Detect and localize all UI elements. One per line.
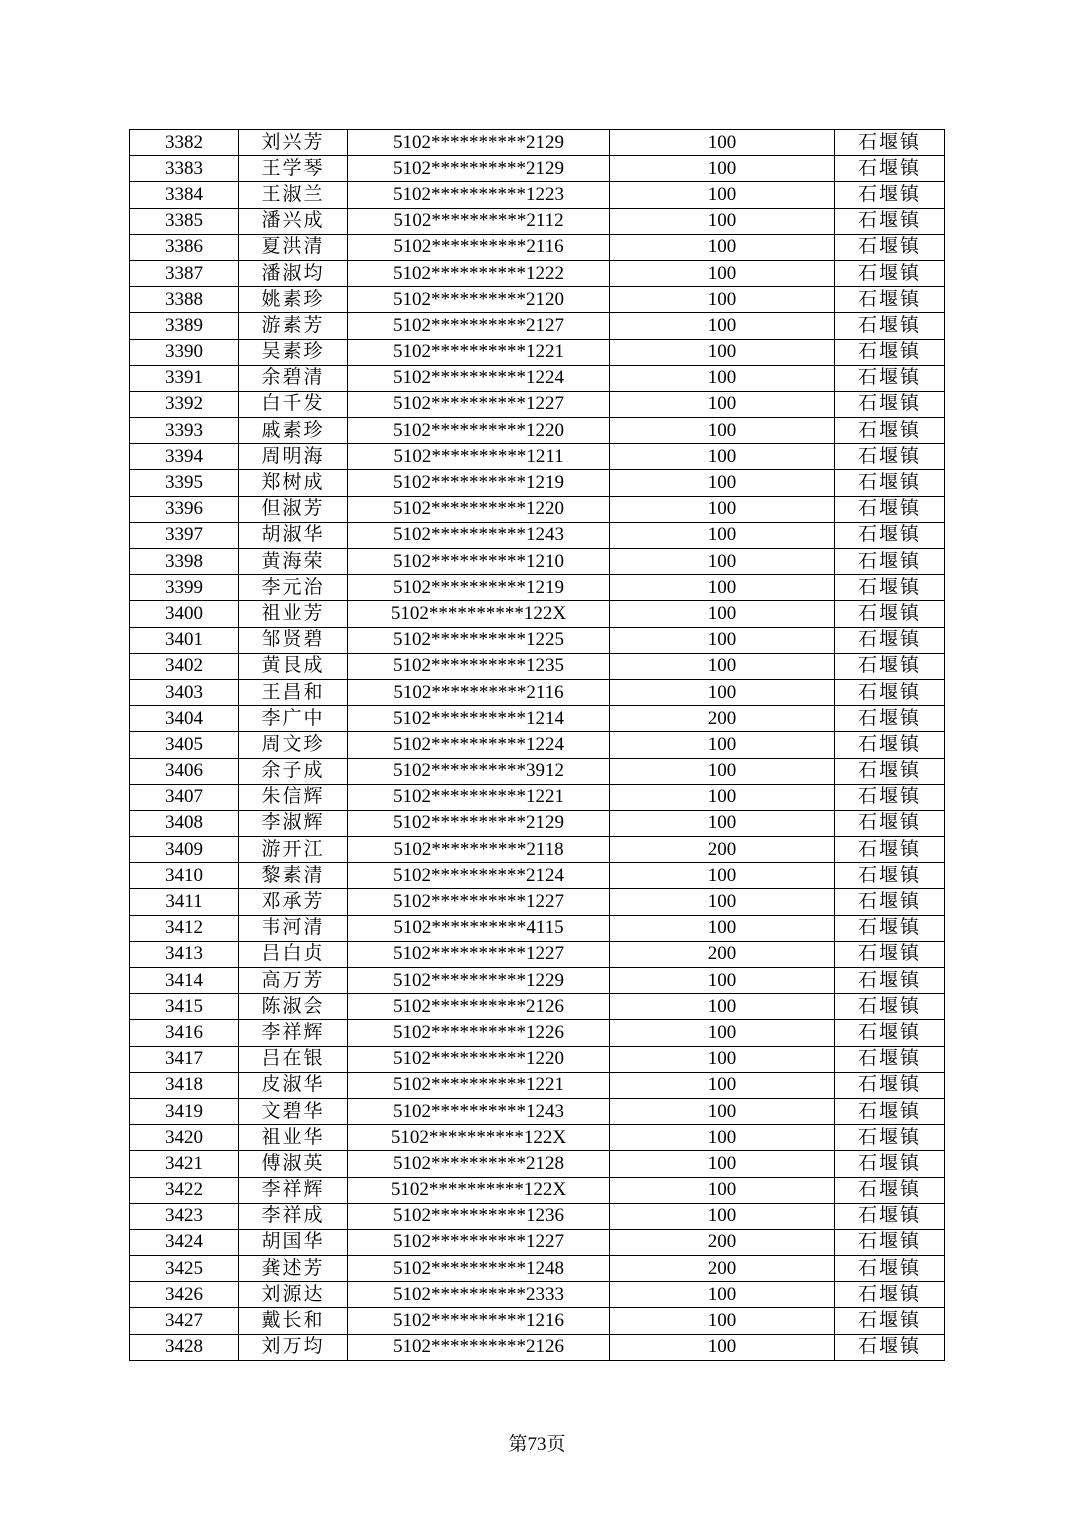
town-cell: 石堰镇 — [835, 470, 945, 496]
town-cell: 石堰镇 — [835, 313, 945, 339]
id-number-cell: 5102**********1243 — [348, 522, 610, 548]
id-number-cell: 5102**********1224 — [348, 365, 610, 391]
town-cell: 石堰镇 — [835, 653, 945, 679]
amount-cell: 200 — [610, 706, 835, 732]
serial-number-cell: 3428 — [130, 1334, 239, 1360]
id-number-cell: 5102**********2129 — [348, 156, 610, 182]
amount-cell: 100 — [610, 653, 835, 679]
id-number-cell: 5102**********1220 — [348, 496, 610, 522]
name-cell: 李祥辉 — [239, 1177, 348, 1203]
serial-number-cell: 3404 — [130, 706, 239, 732]
serial-number-cell: 3426 — [130, 1282, 239, 1308]
serial-number-cell: 3394 — [130, 444, 239, 470]
table-row — [130, 1203, 945, 1229]
town-cell: 石堰镇 — [835, 915, 945, 941]
id-number-cell: 5102**********4115 — [348, 915, 610, 941]
table-row — [130, 287, 945, 313]
name-cell: 李元治 — [239, 575, 348, 601]
table-row — [130, 941, 945, 967]
table-row — [130, 313, 945, 339]
name-cell: 陈淑会 — [239, 994, 348, 1020]
table-row — [130, 522, 945, 548]
serial-number-cell: 3407 — [130, 784, 239, 810]
id-number-cell: 5102**********1222 — [348, 260, 610, 286]
name-cell: 王学琴 — [239, 156, 348, 182]
table-row — [130, 994, 945, 1020]
table-row — [130, 182, 945, 208]
town-cell: 石堰镇 — [835, 863, 945, 889]
name-cell: 戴长和 — [239, 1308, 348, 1334]
table-row — [130, 1334, 945, 1360]
amount-cell: 100 — [610, 601, 835, 627]
name-cell: 游素芳 — [239, 313, 348, 339]
name-cell: 夏洪清 — [239, 234, 348, 260]
name-cell: 黄艮成 — [239, 653, 348, 679]
amount-cell: 100 — [610, 339, 835, 365]
name-cell: 刘万均 — [239, 1334, 348, 1360]
id-number-cell: 5102**********1224 — [348, 732, 610, 758]
id-number-cell: 5102**********1221 — [348, 1072, 610, 1098]
town-cell: 石堰镇 — [835, 391, 945, 417]
serial-number-cell: 3383 — [130, 156, 239, 182]
name-cell: 祖业华 — [239, 1125, 348, 1151]
town-cell: 石堰镇 — [835, 260, 945, 286]
serial-number-cell: 3424 — [130, 1229, 239, 1255]
name-cell: 戚素珍 — [239, 418, 348, 444]
id-number-cell: 5102**********1220 — [348, 418, 610, 444]
town-cell: 石堰镇 — [835, 1046, 945, 1072]
table-row — [130, 1308, 945, 1334]
id-number-cell: 5102**********1226 — [348, 1020, 610, 1046]
table-row — [130, 575, 945, 601]
serial-number-cell: 3389 — [130, 313, 239, 339]
amount-cell: 100 — [610, 130, 835, 156]
table-row — [130, 339, 945, 365]
serial-number-cell: 3397 — [130, 522, 239, 548]
table-row — [130, 784, 945, 810]
town-cell: 石堰镇 — [835, 287, 945, 313]
table-row — [130, 653, 945, 679]
serial-number-cell: 3418 — [130, 1072, 239, 1098]
name-cell: 胡国华 — [239, 1229, 348, 1255]
name-cell: 白千发 — [239, 391, 348, 417]
town-cell: 石堰镇 — [835, 365, 945, 391]
amount-cell: 100 — [610, 156, 835, 182]
id-number-cell: 5102**********1225 — [348, 627, 610, 653]
table-row — [130, 1098, 945, 1124]
id-number-cell: 5102**********2112 — [348, 208, 610, 234]
town-cell: 石堰镇 — [835, 1334, 945, 1360]
amount-cell: 200 — [610, 941, 835, 967]
name-cell: 韦河清 — [239, 915, 348, 941]
amount-cell: 100 — [610, 391, 835, 417]
serial-number-cell: 3419 — [130, 1098, 239, 1124]
town-cell: 石堰镇 — [835, 1151, 945, 1177]
id-number-cell: 5102**********2124 — [348, 863, 610, 889]
serial-number-cell: 3398 — [130, 549, 239, 575]
town-cell: 石堰镇 — [835, 1098, 945, 1124]
town-cell: 石堰镇 — [835, 339, 945, 365]
name-cell: 吕白贞 — [239, 941, 348, 967]
name-cell: 周明海 — [239, 444, 348, 470]
id-number-cell: 5102**********1235 — [348, 653, 610, 679]
serial-number-cell: 3396 — [130, 496, 239, 522]
amount-cell: 100 — [610, 889, 835, 915]
town-cell: 石堰镇 — [835, 627, 945, 653]
id-number-cell: 5102**********2126 — [348, 1334, 610, 1360]
town-cell: 石堰镇 — [835, 1020, 945, 1046]
name-cell: 黎素清 — [239, 863, 348, 889]
table-row — [130, 915, 945, 941]
name-cell: 胡淑华 — [239, 522, 348, 548]
serial-number-cell: 3387 — [130, 260, 239, 286]
amount-cell: 200 — [610, 837, 835, 863]
id-number-cell: 5102**********2128 — [348, 1151, 610, 1177]
town-cell: 石堰镇 — [835, 732, 945, 758]
name-cell: 皮淑华 — [239, 1072, 348, 1098]
town-cell: 石堰镇 — [835, 1125, 945, 1151]
serial-number-cell: 3395 — [130, 470, 239, 496]
name-cell: 郑树成 — [239, 470, 348, 496]
name-cell: 黄海荣 — [239, 549, 348, 575]
amount-cell: 100 — [610, 287, 835, 313]
id-number-cell: 5102**********3912 — [348, 758, 610, 784]
amount-cell: 100 — [610, 1203, 835, 1229]
serial-number-cell: 3405 — [130, 732, 239, 758]
town-cell: 石堰镇 — [835, 182, 945, 208]
name-cell: 李祥辉 — [239, 1020, 348, 1046]
town-cell: 石堰镇 — [835, 706, 945, 732]
amount-cell: 100 — [610, 496, 835, 522]
name-cell: 余碧清 — [239, 365, 348, 391]
id-number-cell: 5102**********2126 — [348, 994, 610, 1020]
id-number-cell: 5102**********1216 — [348, 1308, 610, 1334]
town-cell: 石堰镇 — [835, 418, 945, 444]
serial-number-cell: 3402 — [130, 653, 239, 679]
serial-number-cell: 3412 — [130, 915, 239, 941]
amount-cell: 200 — [610, 1256, 835, 1282]
name-cell: 邹贤碧 — [239, 627, 348, 653]
town-cell: 石堰镇 — [835, 1282, 945, 1308]
town-cell: 石堰镇 — [835, 1203, 945, 1229]
id-number-cell: 5102**********2333 — [348, 1282, 610, 1308]
table-row — [130, 208, 945, 234]
amount-cell: 100 — [610, 1020, 835, 1046]
town-cell: 石堰镇 — [835, 208, 945, 234]
amount-cell: 100 — [610, 365, 835, 391]
id-number-cell: 5102**********2129 — [348, 810, 610, 836]
name-cell: 吴素珍 — [239, 339, 348, 365]
town-cell: 石堰镇 — [835, 810, 945, 836]
id-number-cell: 5102**********1227 — [348, 391, 610, 417]
amount-cell: 100 — [610, 313, 835, 339]
serial-number-cell: 3384 — [130, 182, 239, 208]
table-row — [130, 391, 945, 417]
amount-cell: 100 — [610, 915, 835, 941]
table-row — [130, 889, 945, 915]
id-number-cell: 5102**********2129 — [348, 130, 610, 156]
town-cell: 石堰镇 — [835, 601, 945, 627]
amount-cell: 100 — [610, 1046, 835, 1072]
name-cell: 潘兴成 — [239, 208, 348, 234]
table-row — [130, 968, 945, 994]
name-cell: 刘兴芳 — [239, 130, 348, 156]
amount-cell: 100 — [610, 1282, 835, 1308]
amount-cell: 100 — [610, 1308, 835, 1334]
serial-number-cell: 3401 — [130, 627, 239, 653]
serial-number-cell: 3392 — [130, 391, 239, 417]
serial-number-cell: 3410 — [130, 863, 239, 889]
amount-cell: 100 — [610, 679, 835, 705]
id-number-cell: 5102**********1210 — [348, 549, 610, 575]
serial-number-cell: 3422 — [130, 1177, 239, 1203]
name-cell: 高万芳 — [239, 968, 348, 994]
serial-number-cell: 3406 — [130, 758, 239, 784]
table-row — [130, 601, 945, 627]
town-cell: 石堰镇 — [835, 130, 945, 156]
amount-cell: 100 — [610, 1125, 835, 1151]
name-cell: 潘淑均 — [239, 260, 348, 286]
amount-cell: 100 — [610, 732, 835, 758]
id-number-cell: 5102**********2118 — [348, 837, 610, 863]
table-row — [130, 810, 945, 836]
table-row — [130, 1229, 945, 1255]
table-row — [130, 1125, 945, 1151]
town-cell: 石堰镇 — [835, 837, 945, 863]
table-row — [130, 1072, 945, 1098]
id-number-cell: 5102**********1229 — [348, 968, 610, 994]
amount-cell: 100 — [610, 549, 835, 575]
name-cell: 李祥成 — [239, 1203, 348, 1229]
amount-cell: 100 — [610, 182, 835, 208]
amount-cell: 100 — [610, 444, 835, 470]
name-cell: 祖业芳 — [239, 601, 348, 627]
amount-cell: 100 — [610, 260, 835, 286]
table-row — [130, 1282, 945, 1308]
serial-number-cell: 3386 — [130, 234, 239, 260]
id-number-cell: 5102**********2127 — [348, 313, 610, 339]
id-number-cell: 5102**********122X — [348, 601, 610, 627]
table-row — [130, 863, 945, 889]
table-row — [130, 679, 945, 705]
id-number-cell: 5102**********1243 — [348, 1098, 610, 1124]
amount-cell: 200 — [610, 1229, 835, 1255]
serial-number-cell: 3382 — [130, 130, 239, 156]
serial-number-cell: 3414 — [130, 968, 239, 994]
serial-number-cell: 3421 — [130, 1151, 239, 1177]
serial-number-cell: 3425 — [130, 1256, 239, 1282]
serial-number-cell: 3399 — [130, 575, 239, 601]
name-cell: 李广中 — [239, 706, 348, 732]
serial-number-cell: 3388 — [130, 287, 239, 313]
table-row — [130, 496, 945, 522]
amount-cell: 100 — [610, 1334, 835, 1360]
town-cell: 石堰镇 — [835, 156, 945, 182]
table-row — [130, 130, 945, 156]
table-row — [130, 1020, 945, 1046]
amount-cell: 100 — [610, 863, 835, 889]
amount-cell: 100 — [610, 418, 835, 444]
serial-number-cell: 3393 — [130, 418, 239, 444]
serial-number-cell: 3423 — [130, 1203, 239, 1229]
table-row — [130, 260, 945, 286]
table-row — [130, 365, 945, 391]
town-cell: 石堰镇 — [835, 234, 945, 260]
serial-number-cell: 3427 — [130, 1308, 239, 1334]
serial-number-cell: 3391 — [130, 365, 239, 391]
serial-number-cell: 3413 — [130, 941, 239, 967]
amount-cell: 100 — [610, 522, 835, 548]
name-cell: 但淑芳 — [239, 496, 348, 522]
serial-number-cell: 3411 — [130, 889, 239, 915]
table-row — [130, 758, 945, 784]
town-cell: 石堰镇 — [835, 994, 945, 1020]
id-number-cell: 5102**********1248 — [348, 1256, 610, 1282]
town-cell: 石堰镇 — [835, 889, 945, 915]
serial-number-cell: 3408 — [130, 810, 239, 836]
name-cell: 游开江 — [239, 837, 348, 863]
serial-number-cell: 3400 — [130, 601, 239, 627]
id-number-cell: 5102**********1227 — [348, 1229, 610, 1255]
table-row — [130, 706, 945, 732]
id-number-cell: 5102**********1221 — [348, 784, 610, 810]
town-cell: 石堰镇 — [835, 549, 945, 575]
amount-cell: 100 — [610, 784, 835, 810]
amount-cell: 100 — [610, 810, 835, 836]
town-cell: 石堰镇 — [835, 1308, 945, 1334]
id-number-cell: 5102**********1211 — [348, 444, 610, 470]
serial-number-cell: 3390 — [130, 339, 239, 365]
table-row — [130, 418, 945, 444]
amount-cell: 100 — [610, 470, 835, 496]
id-number-cell: 5102**********2116 — [348, 234, 610, 260]
name-cell: 刘源达 — [239, 1282, 348, 1308]
serial-number-cell: 3409 — [130, 837, 239, 863]
table-row — [130, 470, 945, 496]
amount-cell: 100 — [610, 234, 835, 260]
table-row — [130, 1151, 945, 1177]
name-cell: 余子成 — [239, 758, 348, 784]
name-cell: 周文珍 — [239, 732, 348, 758]
id-number-cell: 5102**********2116 — [348, 679, 610, 705]
id-number-cell: 5102**********1214 — [348, 706, 610, 732]
serial-number-cell: 3403 — [130, 679, 239, 705]
amount-cell: 100 — [610, 1177, 835, 1203]
town-cell: 石堰镇 — [835, 679, 945, 705]
id-number-cell: 5102**********1227 — [348, 941, 610, 967]
town-cell: 石堰镇 — [835, 1256, 945, 1282]
table-row — [130, 732, 945, 758]
table-row — [130, 1256, 945, 1282]
id-number-cell: 5102**********1236 — [348, 1203, 610, 1229]
amount-cell: 100 — [610, 208, 835, 234]
serial-number-cell: 3416 — [130, 1020, 239, 1046]
town-cell: 石堰镇 — [835, 1072, 945, 1098]
amount-cell: 100 — [610, 1098, 835, 1124]
name-cell: 姚素珍 — [239, 287, 348, 313]
table-row — [130, 444, 945, 470]
table-row — [130, 234, 945, 260]
amount-cell: 100 — [610, 627, 835, 653]
town-cell: 石堰镇 — [835, 968, 945, 994]
id-number-cell: 5102**********1219 — [348, 575, 610, 601]
id-number-cell: 5102**********1223 — [348, 182, 610, 208]
id-number-cell: 5102**********1221 — [348, 339, 610, 365]
name-cell: 文碧华 — [239, 1098, 348, 1124]
table-row — [130, 627, 945, 653]
table-row — [130, 549, 945, 575]
table-row — [130, 837, 945, 863]
id-number-cell: 5102**********122X — [348, 1125, 610, 1151]
id-number-cell: 5102**********122X — [348, 1177, 610, 1203]
name-cell: 傅淑英 — [239, 1151, 348, 1177]
serial-number-cell: 3420 — [130, 1125, 239, 1151]
recipient-table-body — [130, 130, 945, 1361]
name-cell: 王淑兰 — [239, 182, 348, 208]
town-cell: 石堰镇 — [835, 522, 945, 548]
id-number-cell: 5102**********1220 — [348, 1046, 610, 1072]
id-number-cell: 5102**********1227 — [348, 889, 610, 915]
table-row — [130, 156, 945, 182]
name-cell: 邓承芳 — [239, 889, 348, 915]
id-number-cell: 5102**********1219 — [348, 470, 610, 496]
town-cell: 石堰镇 — [835, 1177, 945, 1203]
id-number-cell: 5102**********2120 — [348, 287, 610, 313]
name-cell: 王昌和 — [239, 679, 348, 705]
serial-number-cell: 3385 — [130, 208, 239, 234]
name-cell: 龚述芳 — [239, 1256, 348, 1282]
amount-cell: 100 — [610, 758, 835, 784]
town-cell: 石堰镇 — [835, 444, 945, 470]
town-cell: 石堰镇 — [835, 1229, 945, 1255]
amount-cell: 100 — [610, 994, 835, 1020]
amount-cell: 100 — [610, 968, 835, 994]
amount-cell: 100 — [610, 1151, 835, 1177]
table-row — [130, 1046, 945, 1072]
table-row — [130, 1177, 945, 1203]
town-cell: 石堰镇 — [835, 758, 945, 784]
town-cell: 石堰镇 — [835, 941, 945, 967]
town-cell: 石堰镇 — [835, 496, 945, 522]
name-cell: 吕在银 — [239, 1046, 348, 1072]
serial-number-cell: 3417 — [130, 1046, 239, 1072]
town-cell: 石堰镇 — [835, 575, 945, 601]
amount-cell: 100 — [610, 575, 835, 601]
town-cell: 石堰镇 — [835, 784, 945, 810]
name-cell: 朱信辉 — [239, 784, 348, 810]
serial-number-cell: 3415 — [130, 994, 239, 1020]
amount-cell: 100 — [610, 1072, 835, 1098]
page-number: 第73页 — [508, 1434, 566, 1455]
name-cell: 李淑辉 — [239, 810, 348, 836]
recipient-table — [129, 129, 945, 1361]
